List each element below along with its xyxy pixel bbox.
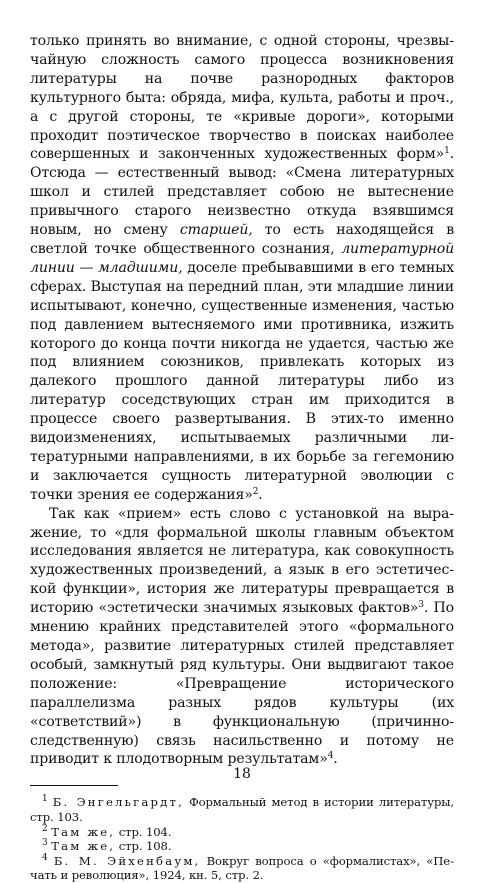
footnote-number: 1 bbox=[42, 794, 48, 805]
footnote-ref-1: 1 bbox=[444, 146, 450, 157]
footnote-text: Формальный метод в истории литературы, стр. 103. bbox=[30, 795, 455, 824]
paragraph-text: . По мнению крайних представителей этого «формального метода», развитие литературных стилей представляет особый, замкнутый ряд культуры. Они выдвигают такое положение: «Превращение исторического параллелизма разных рядов культуры (их «сответствий») в функциональную (причинно-следственную) связь насильственно и потому не приводит к плодотворным результатам» bbox=[30, 600, 454, 768]
footnote-number: 2 bbox=[42, 823, 48, 834]
book-page bbox=[30, 32, 455, 883]
paragraph-text: . bbox=[258, 486, 263, 503]
footnote-author: Б. Энгельгардт, bbox=[52, 795, 184, 810]
footnote-number: 4 bbox=[42, 852, 48, 863]
footnote-3 bbox=[30, 839, 454, 854]
paragraph-2 bbox=[30, 505, 454, 770]
footnote-author: Там же, bbox=[51, 839, 116, 854]
paragraph-text: . Отсюда — естественный вывод: «Смена литературных школ и стилей представляет собою не вытеснение привычного старого неизвестно откуда взявшимся новым, но смену bbox=[30, 146, 454, 239]
paragraph-text: . bbox=[333, 751, 338, 768]
paragraph-text: только принять во внимание, с одной стороны, чрезвычайную сложность самого процесса возникновения литературы на почве разнородных факторов культурного быта: обряда, мифа, культа, работы и проч., а с другой стороны, те «кривые дороги», которыми проходит поэтическое творчество в поисках наиболее совершенных и законченных художественных форм» bbox=[30, 33, 454, 163]
footnote-number: 3 bbox=[42, 838, 48, 849]
footnote-divider bbox=[30, 785, 118, 786]
paragraph-text: Так как «прием» есть слово с установкой на выражение, то «для формальной школы главным объектом исследования является не литература, как совокупность художественных произведений, а язык в его эстетической функции», история же литературы превращается в историю «эстетически значимых языковых фактов» bbox=[30, 505, 454, 617]
paragraph-1 bbox=[30, 32, 454, 505]
footnote-text: стр. 108. bbox=[115, 839, 172, 854]
paragraph-text: то есть находящейся в светлой точке общественного сознания, bbox=[30, 222, 454, 257]
footnote-text: стр. 104. bbox=[115, 824, 172, 839]
italic-text: старшей, bbox=[179, 222, 253, 239]
footnote-4 bbox=[30, 854, 454, 883]
page-number: 18 bbox=[233, 766, 251, 782]
italic-text: литературной линии — младшими, bbox=[30, 240, 454, 276]
footnote-ref-2: 2 bbox=[252, 486, 259, 497]
main-text bbox=[30, 32, 454, 769]
footnotes bbox=[30, 795, 454, 883]
footnote-author: Б. М. Эйхенбаум, bbox=[53, 853, 201, 868]
footnote-ref-4: 4 bbox=[327, 751, 334, 762]
paragraph-text: доселе пребывавшими в его темных сферах. Выступая на передний план, эти младшие линии испытывают, конечно, существенные изменения, частью под давлением вытесняемого ими противника, изжить которого до конца почти никогда не удается, частью же под влиянием союзников, привлекать которых из далекого прошлого данной литературы либо из литератур соседствующих стран им приходится в процессе своего развертывания. В этих-то именно видоизменениях, испытываемых различными литературными направлениями, в их борьбе за гегемонию и заключается сущность литературной эволюции с точки зрения ее содержания» bbox=[30, 259, 455, 503]
footnote-ref-3: 3 bbox=[418, 600, 424, 611]
footnote-text: Вокруг вопроса о «формалистах», «Печать и революция», 1924, кн. 5, стр. 2. bbox=[30, 853, 454, 883]
footnote-2 bbox=[30, 825, 454, 840]
footnote-author: Там же, bbox=[51, 824, 116, 839]
